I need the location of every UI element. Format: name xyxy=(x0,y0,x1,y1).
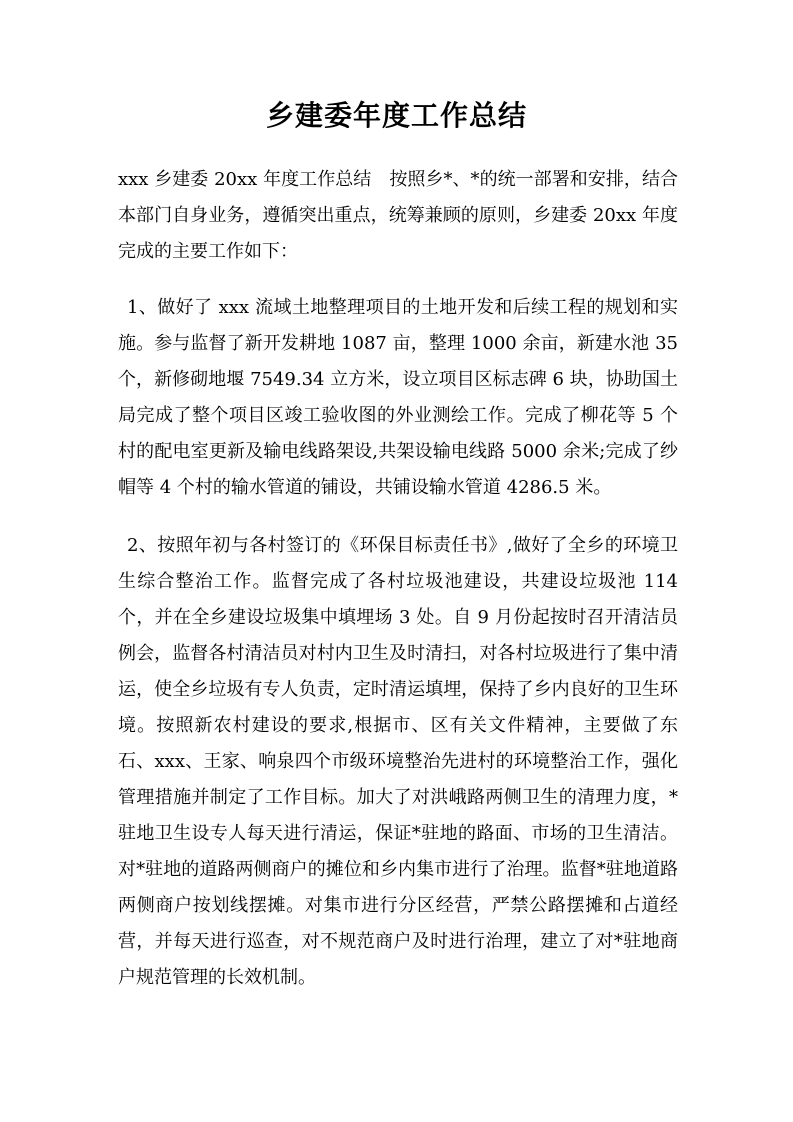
work-item-1-paragraph: 1、做好了 xxx 流域土地整理项目的土地开发和后续工程的规划和实施。参与监督了新开发耕地 1087 亩，整理 1000 余亩，新建水池 35 个，新修砌地堰 7549.34 立方米，设立项目区标志碑 6 块，协助国土局完成了整个项目区竣工验收图的外业测绘工作。完成了柳花等 5 个村的配电室更新及输电线路架设,共架设输电线路 5000 余米;完成了纱帽等 4 个村的输水管道的铺设，共铺设输水管道 4286.5 米。 xyxy=(118,297,678,498)
work-item-2-paragraph: 2、按照年初与各村签订的《环保目标责任书》,做好了全乡的环境卫生综合整治工作。监督完成了各村垃圾池建设，共建设垃圾池 114 个，并在全乡建设垃圾集中填埋场 3 处。自 9 月份起按时召开清洁员例会，监督各村清洁员对村内卫生及时清扫，对各村垃圾进行了集中清运，使全乡垃圾有专人负责，定时清运填埋，保持了乡内良好的卫生环境。按照新农村建设的要求,根据市、区有关文件精神，主要做了东石、xxx、王家、响泉四个市级环境整治先进村的环境整治工作，强化管理措施并制定了工作目标。加大了对洪峨路两侧卫生的清理力度，*驻地卫生设专人每天进行清运，保证*驻地的路面、市场的卫生清洁。对*驻地的道路两侧商户的摊位和乡内集市进行了治理。监督*驻地道路两侧商户按划线摆摊。对集市进行分区经营，严禁公路摆摊和占道经营，并每天进行巡查，对不规范商户及时进行治理，建立了对*驻地商户规范管理的长效机制。 xyxy=(118,535,678,988)
intro-paragraph: xxx 乡建委 20xx 年度工作总结 按照乡*、*的统一部署和安排，结合本部门自身业务，遵循突出重点，统筹兼顾的原则，乡建委 20xx 年度完成的主要工作如下： xyxy=(118,169,678,262)
document-body xyxy=(118,162,678,996)
document-title: 乡建委年度工作总结 xyxy=(265,99,527,132)
